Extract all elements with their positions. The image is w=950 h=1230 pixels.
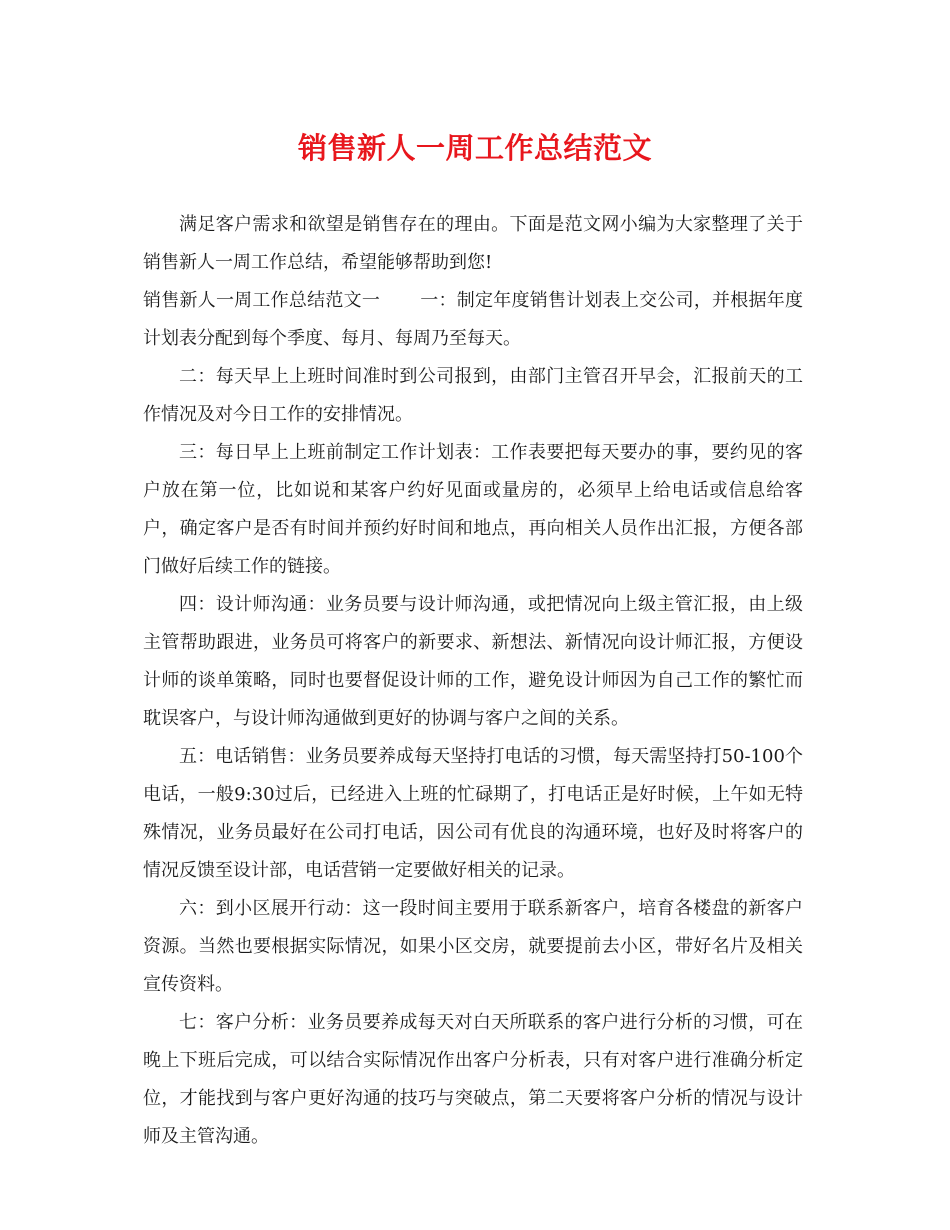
document-body	[143, 206, 803, 1156]
document-title: 销售新人一周工作总结范文	[297, 131, 652, 165]
paragraph-seven: 七：客户分析：业务员要养成每天对白天所联系的客户进行分析的习惯，可在晚上下班后完成，可以结合实际情况作出客户分析表，只有对客户进行准确分析定位，才能找到与客户更好沟通的技巧与突破点，第二天要将客户分析的情况与设计师及主管沟通。	[143, 1012, 803, 1147]
intro-paragraph: 满足客户需求和欲望是销售存在的理由。下面是范文网小编为大家整理了关于销售新人一周工作总结，希望能够帮助到您!	[143, 214, 803, 273]
paragraph-four: 四：设计师沟通：业务员要与设计师沟通，或把情况向上级主管汇报，由上级主管帮助跟进，业务员可将客户的新要求、新想法、新情况向设计师汇报，方便设计师的谈单策略，同时也要督促设计师的工作，避免设计师因为自己工作的繁忙而耽误客户，与设计师沟通做到更好的协调与客户之间的关系。	[143, 594, 803, 729]
paragraph-one: 一：制定年度销售计划表上交公司，并根据年度计划表分配到每个季度、每月、每周乃至每天。	[143, 290, 804, 349]
paragraph-six: 六：到小区展开行动：这一段时间主要用于联系新客户，培育各楼盘的新客户资源。当然也要根据实际情况，如果小区交房，就要提前去小区，带好名片及相关宣传资料。	[143, 898, 803, 995]
paragraph-three: 三：每日早上上班前制定工作计划表：工作表要把每天要办的事，要约见的客户放在第一位，比如说和某客户约好见面或量房的，必须早上给电话或信息给客户，确定客户是否有时间并预约好时间和地点，再向相关人员作出汇报，方便各部门做好后续工作的链接。	[143, 442, 803, 577]
section-first-line	[143, 282, 803, 358]
paragraph-two: 二：每天早上上班时间准时到公司报到，由部门主管召开早会，汇报前天的工作情况及对今日工作的安排情况。	[143, 366, 803, 425]
section-heading: 销售新人一周工作总结范文一	[143, 290, 381, 311]
paragraph-five: 五：电话销售：业务员要养成每天坚持打电话的习惯，每天需坚持打50-100个电话，一般9:30过后，已经进入上班的忙碌期了，打电话正是好时候，上午如无特殊情况，业务员最好在公司打电话，因公司有优良的沟通环境，也好及时将客户的情况反馈至设计部，电话营销一定要做好相关的记录。	[143, 746, 803, 881]
